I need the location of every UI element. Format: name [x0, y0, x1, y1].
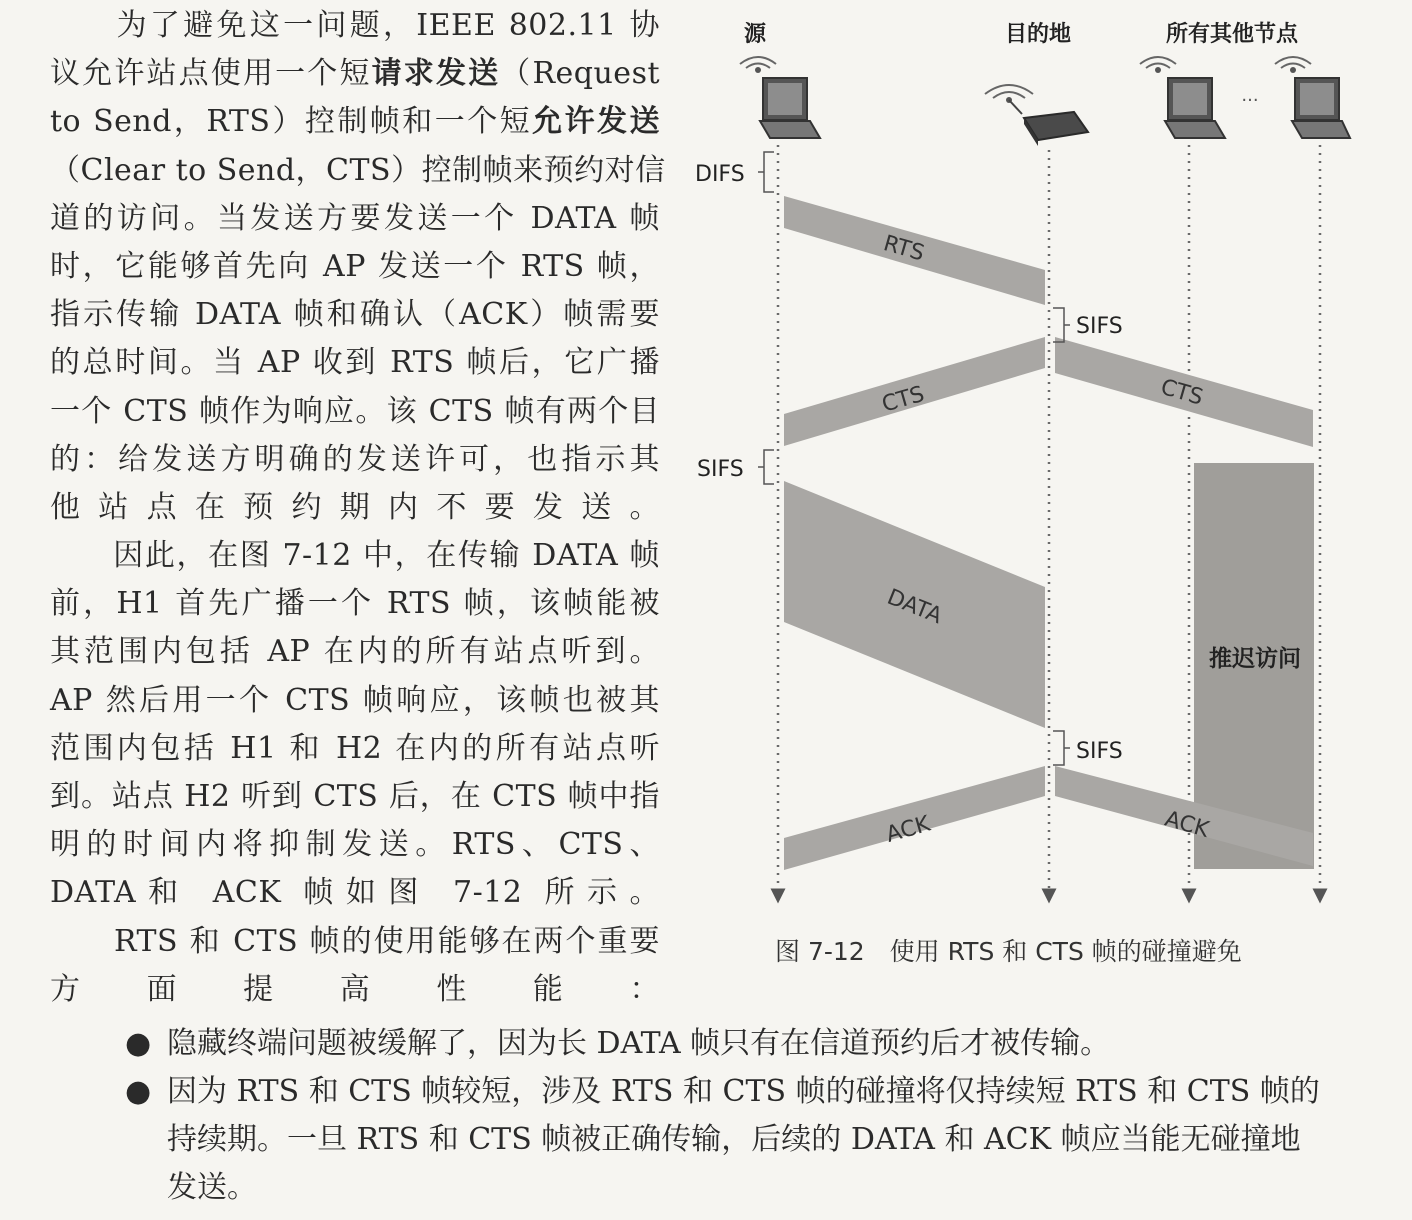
difs-bracket [758, 152, 774, 192]
bullet-dot-icon: ● [125, 1074, 152, 1109]
p1-line-5: 道的访问。当发送方要发送一个 DATA 帧 [50, 200, 660, 236]
cts-label-others: CTS [1157, 374, 1206, 411]
p1-line-4: （Clear to Send，CTS）控制帧来预约对信 [50, 152, 666, 188]
term-clear-to-send: 允许发送 [532, 104, 661, 140]
p2-line-1: 因此，在图 7-12 中，在传输 DATA 帧 [50, 538, 660, 573]
p1-line-8: 的总时间。当 AP 收到 RTS 帧后，它广播 [50, 345, 660, 381]
ack-label-others: ACK [1161, 806, 1212, 843]
bullet-2-line-1: 因为 RTS 和 CTS 帧较短，涉及 RTS 和 CTS 帧的碰撞将仅持续短 RTS 和 CTS 帧的 [167, 1074, 1320, 1109]
p1-line-1: 为了避免这一问题，IEEE 802.11 协 [50, 8, 660, 43]
rts-label: RTS [880, 231, 927, 267]
p2-line-2: 前，H1 首先广播一个 RTS 帧，该帧能被 [50, 586, 660, 622]
term-request-to-send: 请求发送 [371, 56, 501, 92]
p3-line-2: 方面提高性能： [50, 972, 660, 1008]
column-label-source: 源 [743, 22, 767, 47]
p3-line-1: RTS 和 CTS 帧的使用能够在两个重要 [50, 924, 660, 959]
ack-label-source: ACK [883, 811, 934, 848]
p1-line-10: 的：给发送方明确的发送许可，也指示其 [50, 441, 660, 477]
defer-access-label: 推迟访问 [1209, 646, 1301, 672]
p1-line-11: 他站点在预约期内不要发送。 [50, 490, 660, 526]
sifs-bracket-1 [1053, 308, 1070, 342]
laptop-other-1-icon [1140, 57, 1225, 138]
figure-caption: 图 7-12 使用 RTS 和 CTS 帧的碰撞避免 [775, 937, 1242, 966]
column-label-destination: 目的地 [1004, 22, 1072, 47]
p2-line-8: DATA和 ACK 帧如图 7-12 所示。 [50, 875, 660, 911]
data-label: DATA [883, 584, 946, 630]
p2-line-7: 明的时间内将抑制发送。RTS、CTS、 [50, 827, 660, 863]
sifs-bracket-2 [758, 450, 774, 484]
p2-line-5: 范围内包括 H1 和 H2 在内的所有站点听 [50, 730, 660, 766]
column-label-others: 所有其他节点 [1165, 22, 1299, 47]
sifs-label-1: SIFS [1076, 314, 1123, 339]
laptop-other-2-icon [1275, 57, 1350, 138]
bullet-dot-icon: ● [125, 1026, 152, 1061]
laptop-source-icon [740, 57, 820, 138]
bullet-2-line-3: 发送。 [167, 1170, 257, 1205]
p2-line-3: 其范围内包括 AP 在内的所有站点听到。 [50, 634, 660, 670]
p1-line-2: 议允许站点使用一个短请求发送（Request [50, 56, 661, 92]
bullet-1-line-1: 隐藏终端问题被缓解了，因为长 DATA 帧只有在信道预约后才被传输。 [167, 1026, 1111, 1061]
others-ellipsis: ··· [1241, 90, 1259, 111]
access-point-icon [985, 85, 1088, 146]
cts-label-source: CTS [879, 381, 928, 418]
p1-line-9: 一个 CTS 帧作为响应。该 CTS 帧有两个目 [50, 393, 660, 429]
sifs-label-3: SIFS [1076, 739, 1123, 764]
bullet-2-line-2: 持续期。一旦 RTS 和 CTS 帧被正确传输，后续的 DATA 和 ACK 帧应当能无碰撞地 [167, 1122, 1301, 1157]
p1-line-3: to Send，RTS）控制帧和一个短允许发送 [50, 104, 661, 140]
sifs-bracket-3 [1053, 731, 1070, 765]
p1-line-6: 时，它能够首先向 AP 发送一个 RTS 帧， [50, 249, 660, 285]
difs-label: DIFS [695, 162, 745, 187]
p2-line-4: AP 然后用一个 CTS 帧响应，该帧也被其 [50, 682, 660, 718]
p2-line-6: 到。站点 H2 听到 CTS 后，在 CTS 帧中指 [50, 779, 660, 815]
sifs-label-2: SIFS [697, 457, 744, 482]
p1-line-7: 指示传输 DATA 帧和确认（ACK）帧需要 [50, 297, 660, 333]
